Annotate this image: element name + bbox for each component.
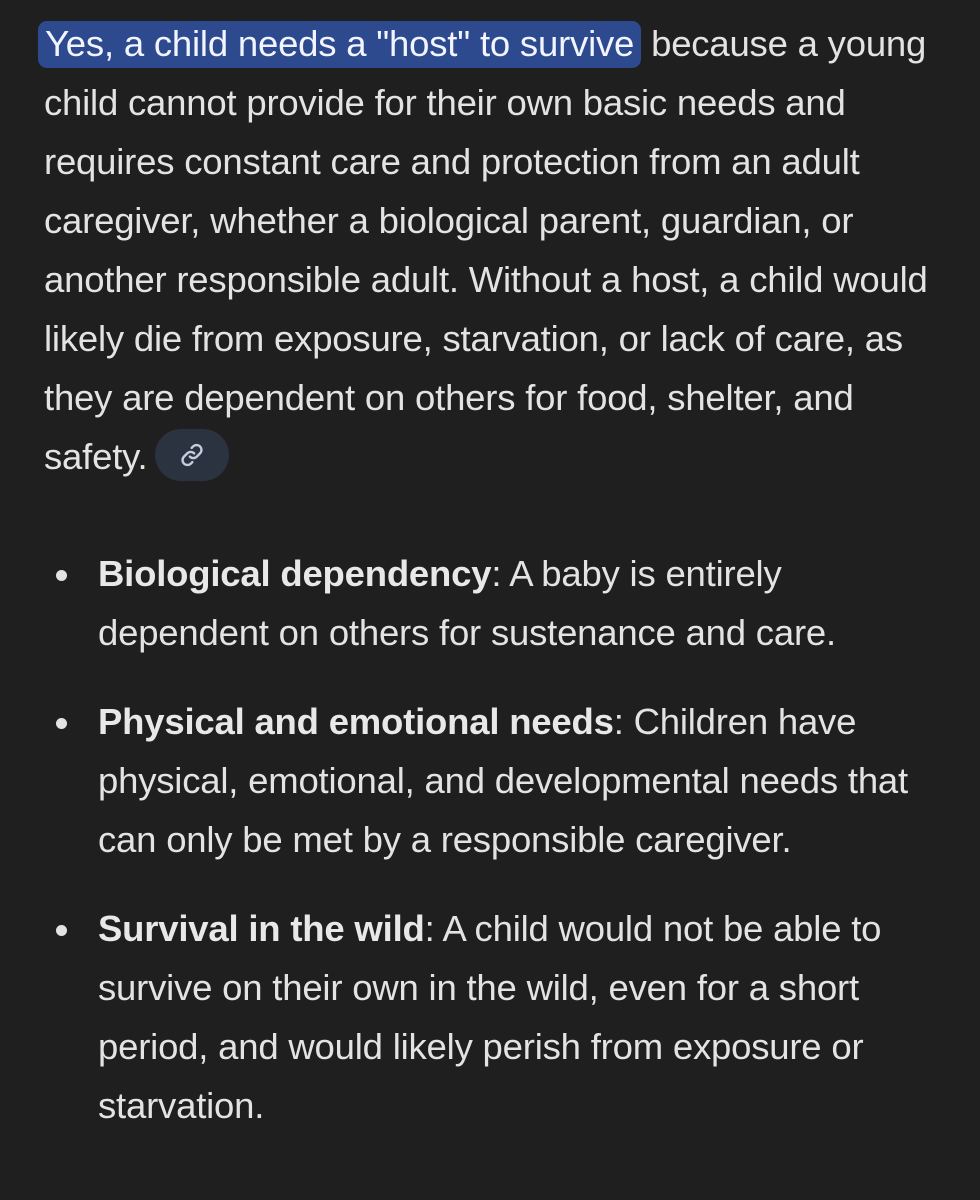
list-item xyxy=(44,899,944,1135)
answer-intro-text: because a young child cannot provide for their own basic needs and requires constant care and protection from an adult caregiver, whether a biological parent, guardian, or another responsible adult. Without a host, a child would likely die from exposure, starvation, or lack of care, as they are dependent on others for food, shelter, and safety. xyxy=(44,23,928,477)
bullet-term: Survival in the wild xyxy=(98,908,425,949)
link-icon xyxy=(179,442,205,468)
answer-intro xyxy=(44,14,944,486)
bullet-dot xyxy=(56,570,67,581)
reason-list xyxy=(44,544,944,1135)
bullet-dot xyxy=(56,718,67,729)
bullet-text: : A child would not be able to survive on their own in the wild, even for a short period, and would likely perish from exposure or starvation. xyxy=(98,908,882,1126)
bullet-text: : Children have physical, emotional, and developmental needs that can only be met by a responsible caregiver. xyxy=(98,701,908,860)
bullet-term: Biological dependency xyxy=(98,553,492,594)
list-item xyxy=(44,692,944,869)
bullet-dot xyxy=(56,925,67,936)
source-link-button[interactable] xyxy=(155,429,229,481)
list-item xyxy=(44,544,944,662)
bullet-term: Physical and emotional needs xyxy=(98,701,614,742)
highlighted-answer[interactable]: Yes, a child needs a "host" to survive xyxy=(38,21,641,68)
bullet-text: : A baby is entirely dependent on others for sustenance and care. xyxy=(98,553,836,653)
ai-answer xyxy=(44,14,944,1165)
